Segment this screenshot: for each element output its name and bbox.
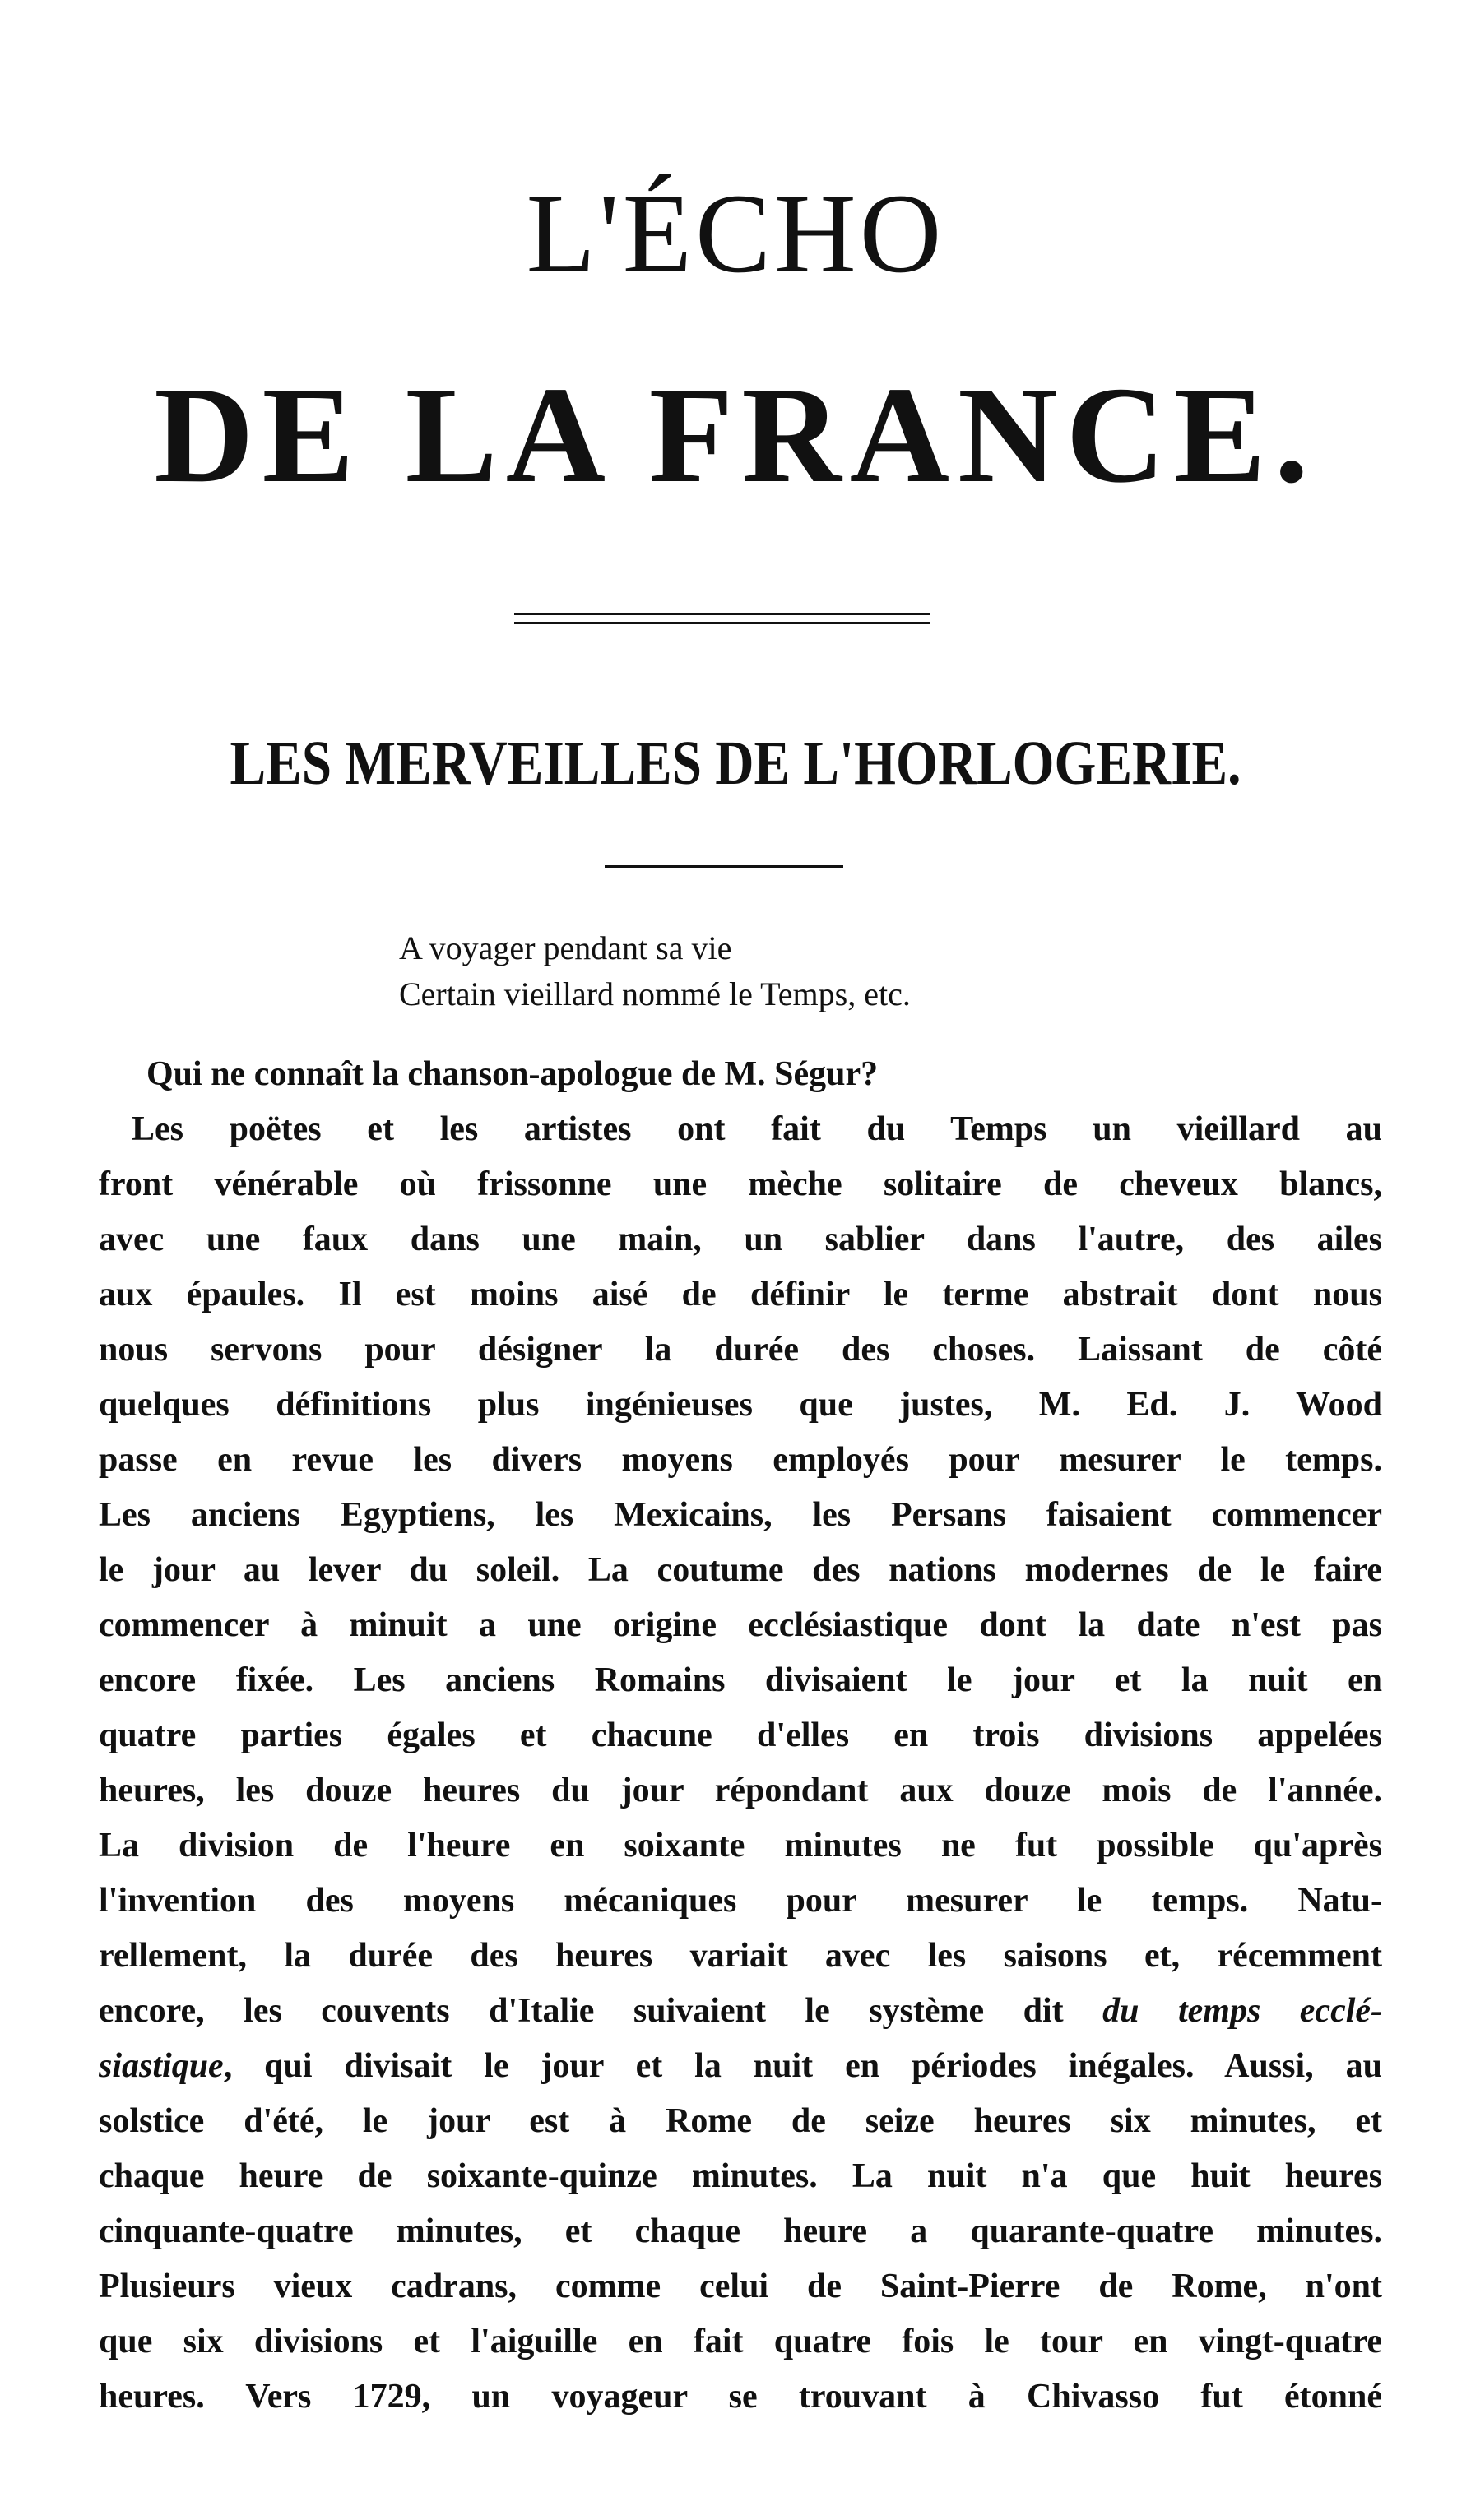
body-line: nous servons pour désigner la durée des choses. Laissant de côté	[99, 1331, 1382, 1369]
body-line: encore fixée. Les anciens Romains divisaient le jour et la nuit en	[99, 1661, 1382, 1699]
body-line: solstice d'été, le jour est à Rome de seize heures six minutes, et	[99, 2102, 1382, 2140]
body-line: Qui ne connaît la chanson-apologue de M. Ségur?	[146, 1055, 879, 1093]
body-line: rellement, la durée des heures variait avec les saisons et, récemment	[99, 1937, 1382, 1975]
body-line: quelques définitions plus ingénieuses que justes, M. Ed. J. Wood	[99, 1386, 1382, 1424]
body-line: que six divisions et l'aiguille en fait quatre fois le tour en vingt-quatre	[99, 2323, 1382, 2360]
body-line: avec une faux dans une main, un sablier dans l'autre, des ailes	[99, 1221, 1382, 1258]
body-line: le jour au lever du soleil. La coutume des nations modernes de le faire	[99, 1551, 1382, 1589]
body-line: heures. Vers 1729, un voyageur se trouvant à Chivasso fut étonné	[99, 2378, 1382, 2416]
body-line: La division de l'heure en soixante minutes ne fut possible qu'après	[99, 1827, 1382, 1865]
body-line: heures, les douze heures du jour répondant aux douze mois de l'année.	[99, 1772, 1382, 1809]
epigraph	[399, 925, 1139, 1017]
body-line: siastique, qui divisait le jour et la nuit en périodes inégales. Aussi, au	[99, 2047, 1382, 2085]
article-title: LES MERVEILLES DE L'HORLOGERIE.	[230, 729, 1241, 798]
body-line: commencer à minuit a une origine ecclésiastique dont la date n'est pas	[99, 1606, 1382, 1644]
epigraph-line: A voyager pendant sa vie	[399, 929, 732, 966]
short-rule-divider	[605, 865, 843, 868]
masthead-title-line1: L'ÉCHO	[526, 170, 945, 296]
body-line: Les anciens Egyptiens, les Mexicains, les Persans faisaient commencer	[99, 1496, 1382, 1534]
epigraph-line: Certain vieillard nommé le Temps, etc.	[399, 975, 911, 1012]
body-line: passe en revue les divers moyens employés pour mesurer le temps.	[99, 1441, 1382, 1479]
article-body	[99, 1047, 1382, 2425]
body-line: aux épaules. Il est moins aisé de définir le terme abstrait dont nous	[99, 1276, 1382, 1313]
body-line-with-italic	[99, 1984, 1382, 2039]
body-line: cinquante-quatre minutes, et chaque heure a quarante-quatre minutes.	[99, 2212, 1382, 2250]
body-line: Les poëtes et les artistes ont fait du Temps un vieillard au	[132, 1110, 1382, 1148]
body-line: l'invention des moyens mécaniques pour mesurer le temps. Natu-	[99, 1882, 1382, 1920]
body-line: Plusieurs vieux cadrans, comme celui de Saint-Pierre de Rome, n'ont	[99, 2268, 1382, 2305]
italic-phrase: du temps ecclé-	[1102, 1992, 1382, 2030]
italic-phrase: siastique	[99, 2047, 224, 2085]
double-rule-divider	[514, 613, 930, 624]
masthead-title-line2: DE LA FRANCE.	[154, 359, 1317, 512]
body-line: quatre parties égales et chacune d'elles en trois divisions appelées	[99, 1716, 1382, 1754]
body-line: front vénérable où frissonne une mèche solitaire de cheveux blancs,	[99, 1165, 1382, 1203]
body-line: chaque heure de soixante-quinze minutes. La nuit n'a que huit heures	[99, 2157, 1382, 2195]
body-line-text: encore, les couvents d'Italie suivaient le système dit	[99, 1992, 1064, 2030]
